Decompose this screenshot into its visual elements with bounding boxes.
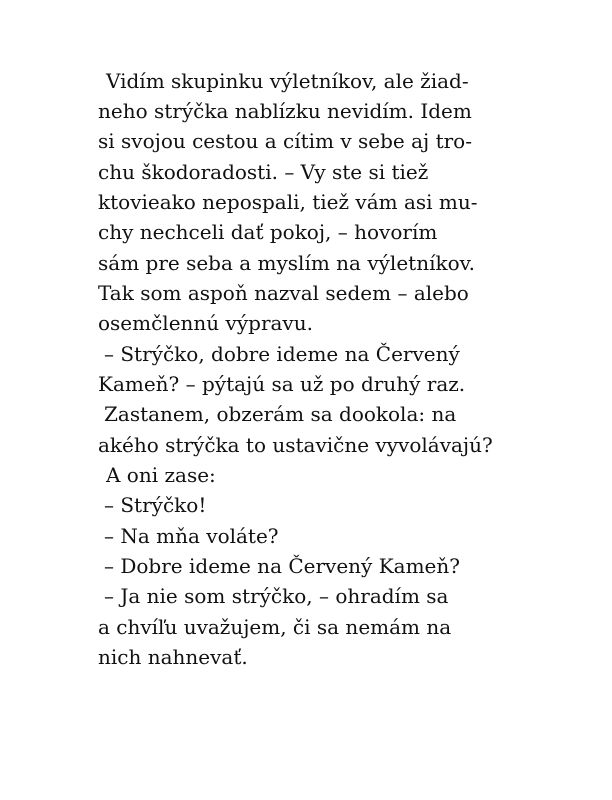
text-line: ktovieako nepospali, tiež vám asi mu- xyxy=(98,190,478,214)
text-line: nich nahnevať. xyxy=(98,645,248,669)
text-line: Kameň? – pýtajú sa už po druhý raz. xyxy=(98,372,466,396)
text-line: a chvíľu uvažujem, či sa nemám na xyxy=(98,615,452,639)
text-line: – Dobre ideme na Červený Kameň? xyxy=(104,554,460,578)
text-line: chy nechceli dať pokoj, – hovorím xyxy=(98,220,438,244)
text-line: neho strýčka nablízku nevidím. Idem xyxy=(98,99,472,123)
text-line: – Na mňa voláte? xyxy=(104,524,279,548)
text-line: sám pre seba a myslím na výletníkov. xyxy=(98,251,475,275)
text-line: – Strýčko, dobre ideme na Červený xyxy=(104,342,460,366)
text-line: akého strýčka to ustavične vyvolávajú? xyxy=(98,433,493,457)
text-line: Zastanem, obzerám sa dookola: na xyxy=(104,402,457,426)
text-line: – Strýčko! xyxy=(104,493,207,517)
text-line: si svojou cestou a cítim v sebe aj tro- xyxy=(98,129,472,153)
text-line: – Ja nie som strýčko, – ohradím sa xyxy=(104,584,449,608)
text-line: chu škodoradosti. – Vy ste si tiež xyxy=(98,160,429,184)
text-line: osemčlennú výpravu. xyxy=(98,311,313,335)
text-line: Tak som aspoň nazval sedem – alebo xyxy=(98,281,469,305)
text-line: Vidím skupinku výletníkov, ale žiad- xyxy=(106,69,469,93)
text-line: A oni zase: xyxy=(106,463,216,487)
